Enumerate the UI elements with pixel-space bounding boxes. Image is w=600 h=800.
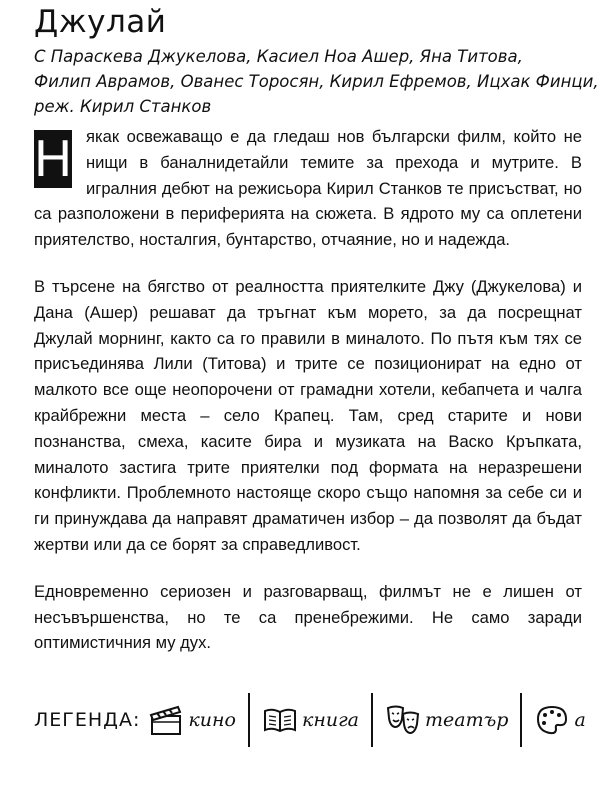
credits-line: С Параскева Джукелова, Касиел Ноа Ашер, Яна Титова, [34,47,523,66]
legend [34,688,600,752]
legend-label: кино [188,709,236,731]
paragraph: Н якак освежаващо е да гледаш нов български филм, който не нищи в баналнидетайли темите за прехода и мутрите. В игралния дебют на режисьора Кирил Станков те присъстват, но са разположени в периферията на сюжета. В ядрото му са оплетени приятелство, носталгия, бунтарство, отчаяние, но и надежда. [34,127,582,250]
legend-divider [248,693,250,747]
palette-icon [534,702,570,738]
article-title: Джулай [34,4,167,40]
legend-item-book [262,702,371,738]
book-icon [262,702,298,738]
paragraph: В търсене на бягство от реалността приятелките Джу (Джукелова) и Дана (Ашер) решават да тръгнат към морето, за да посрещнат Джулай морнинг, както са го правили в миналото. По пътя към тях се присъединява Лили (Титова) и трите се позиционират на едно от малкото все още неопорочени от грамадни хотели, кебапчета и чалга крайбрежни места – село Крапец. Там, сред старите и нови познанства, смеха, касите бира и музиката на Васко Кръпката, миналото застига трите приятелки под формата на неразрешени конфликти. Проблемното настояще скоро също напомня за себе си и ги принуждава да направят драматичен избор – да позволят да бъдат жертви или да се борят за справедливост. [34,276,582,554]
legend-label: театър [425,709,509,731]
legend-divider [371,693,373,747]
legend-title: ЛЕГЕНДА: [34,709,141,731]
credits-line: Филип Аврамов, Ованес Торосян, Кирил Ефремов, Ицхак Финци, [34,72,599,91]
legend-item-theater [385,702,520,738]
drop-cap: Н [34,130,72,188]
theater-masks-icon [385,702,421,738]
clapperboard-icon [148,702,184,738]
legend-item-art [534,702,597,738]
legend-item-cinema [148,702,248,738]
credits-line: реж. Кирил Станков [34,97,212,116]
article-body [34,124,582,677]
paragraph: Едновременно сериозен и разговарващ, филмът не е лишен от несъвършенства, но те са пренебрежими. Не само заради оптимистичния му дух. [34,581,582,653]
legend-divider [520,693,522,747]
legend-label: а [574,709,586,731]
credits [34,44,599,119]
legend-label: книга [301,709,359,731]
